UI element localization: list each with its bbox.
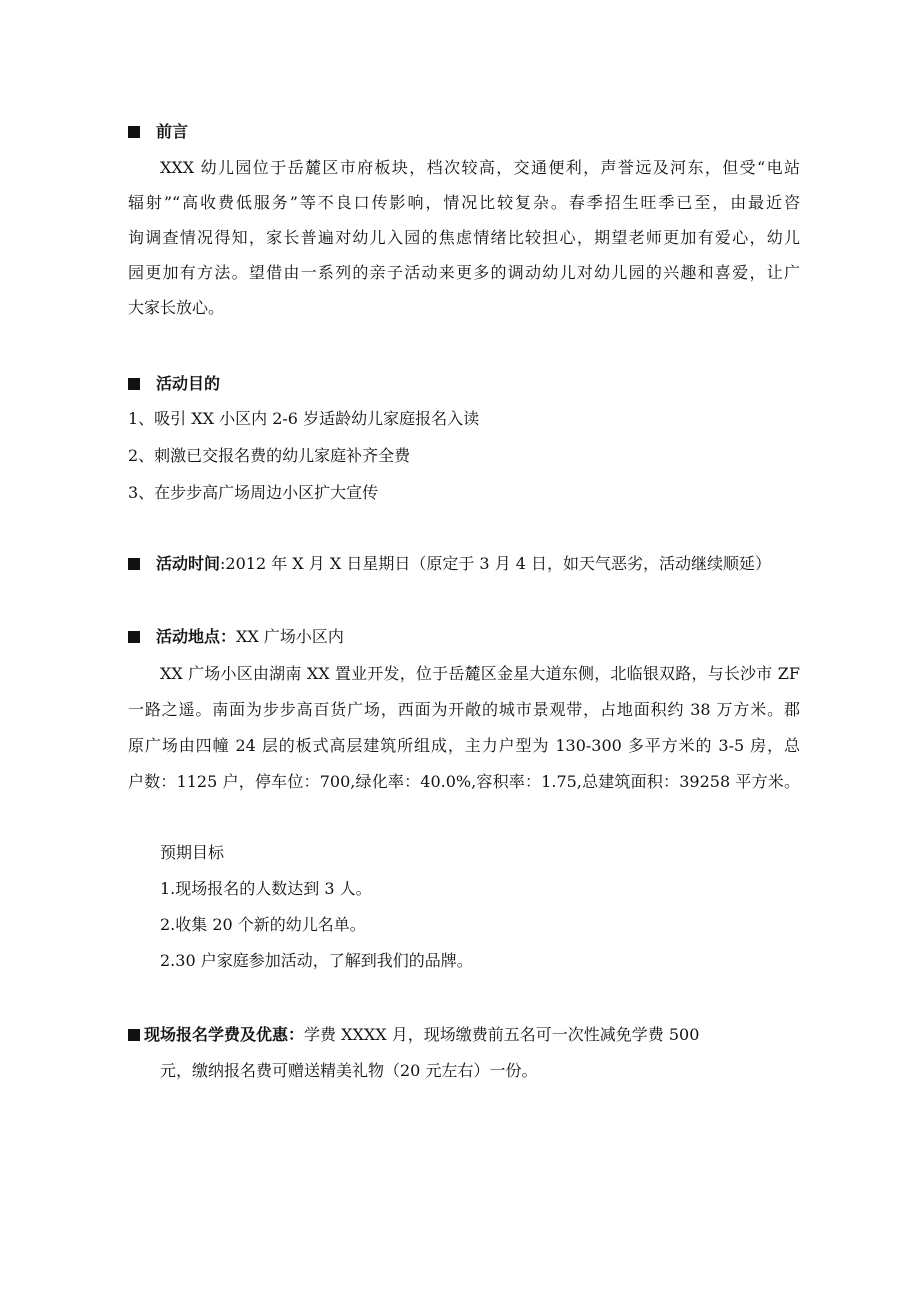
preface-heading: 前言 [156,122,189,141]
goal-item: 2.30 户家庭参加活动，了解到我们的品牌。 [160,951,473,970]
purpose-item: 2、刺激已交报名费的幼儿家庭补齐全费 [128,446,411,465]
preface-heading-line [128,122,808,142]
purpose-heading-line [128,374,808,394]
preface-paragraph-line: XXX 幼儿园位于岳麓区市府板块，档次较高，交通便利，声誉远及河东，但受“电站 [160,158,800,177]
location-paragraph-line: 一路之遥。南面为步步高百货广场，西面为开敞的城市景观带，占地面积约 38 万方米。郡 [128,700,800,719]
goal-item: 1.现场报名的人数达到 3 人。 [160,879,372,898]
time-text: :2012 年 X 月 X 日星期日（原定于 3 月 4 日，如天气恶劣，活动继续顺延） [220,554,772,573]
preface-paragraph-line: 园更加有方法。望借由一系列的亲子活动来更多的调动幼儿对幼儿园的兴趣和喜爱，让广 [128,263,800,282]
preface-paragraph-line: 辐射”“高收费低服务”等不良口传影响，情况比较复杂。春季招生旺季已至，由最近咨 [128,193,800,212]
time-line [128,554,808,574]
square-bullet-icon [128,1029,140,1041]
preface-paragraph-line: 大家长放心。 [128,298,225,317]
purpose-item: 3、在步步高广场周边小区扩大宣传 [128,483,379,502]
square-bullet-icon [128,126,140,138]
location-text: XX 广场小区内 [236,627,344,646]
fees-line-2: 元，缴纳报名费可赠送精美礼物（20 元左右）一份。 [160,1061,538,1080]
time-heading: 活动时间 [156,554,221,573]
purpose-heading: 活动目的 [156,374,221,393]
square-bullet-icon [128,558,140,570]
square-bullet-icon [128,378,140,390]
fees-line [128,1025,808,1045]
location-line [128,627,808,647]
location-paragraph-line: XX 广场小区由湖南 XX 置业开发，位于岳麓区金星大道东侧，北临银双路，与长沙市 ZF [160,664,800,683]
goal-item: 2.收集 20 个新的幼儿名单。 [160,915,366,934]
goals-heading: 预期目标 [160,843,225,862]
fees-heading: 现场报名学费及优惠： [144,1025,305,1044]
location-heading: 活动地点： [156,627,237,646]
location-paragraph-line: 户数：1125 户，停车位：700,绿化率：40.0%,容积率：1.75,总建筑面积：39258 平方米。 [128,772,800,791]
location-paragraph-line: 原广场由四幢 24 层的板式高层建筑所组成，主力户型为 130-300 多平方米的 3-5 房，总 [128,736,800,755]
preface-paragraph-line: 询调查情况得知，家长普遍对幼儿入园的焦虑情绪比较担心，期望老师更加有爱心，幼儿 [128,228,800,247]
fees-text: 学费 XXXX 月，现场缴费前五名可一次性减免学费 500 [304,1025,700,1044]
square-bullet-icon [128,631,140,643]
purpose-item: 1、吸引 XX 小区内 2-6 岁适龄幼儿家庭报名入读 [128,409,480,428]
